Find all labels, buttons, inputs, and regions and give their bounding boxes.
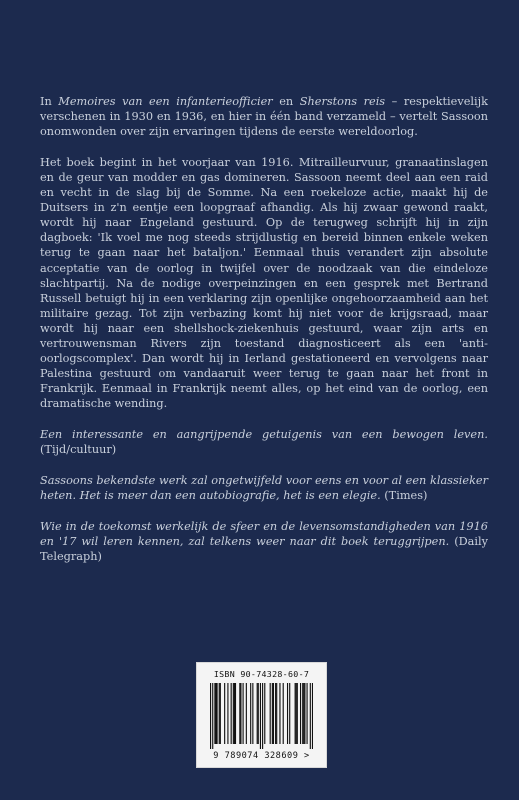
barcode-bar (302, 683, 303, 744)
barcode-digits: 9 789074 328609 > (213, 751, 310, 761)
barcode-bar (210, 683, 211, 749)
barcode-bar (235, 683, 236, 744)
barcode-bar (227, 683, 228, 744)
barcode-bar (306, 683, 307, 744)
quote-source: (Tijd/cultuur) (40, 443, 117, 457)
barcode-bar (231, 683, 232, 744)
barcode-bar (296, 683, 297, 744)
isbn-barcode (196, 662, 327, 768)
barcode-bar (212, 683, 213, 749)
barcode-bar (214, 683, 215, 744)
isbn-label: ISBN 90-74328-60-7 (213, 669, 310, 679)
barcode-bar (234, 683, 235, 744)
barcode-bar (243, 683, 244, 744)
blurb-text (40, 94, 488, 580)
quote-text: Wie in de toekomst werkelijk de sfeer en de levensomstandigheden van 1916 en '17 wil leren kennen, zal telkens weer naar dit boek teruggrijpen. (40, 519, 488, 548)
body-paragraph: Het boek begint in het voorjaar van 1916. Mitrailleurvuur, granaatinslagen en de geur van modder en gas domineren. Sassoon neemt deel aan een raid en vecht in de slag bij de Somme. Na een roekeloze actie, maakt hij de Duitsers in z'n eentje een loopgraaf afhandig. Als hij zwaar gewond raakt, wordt hij naar Engeland gestuurd. Op de terugweg schrijft hij in zijn dagboek: 'Ik voel me nog steeds strijdlustig en bereid binnen enkele weken terug te gaan naar het bataljon.' Eenmaal thuis verandert zijn absolute acceptatie van de oorlog in twijfel over de noodzaak van die eindeloze slachtpartij. Na de nodige overpeinzingen en een gesprek met Bertrand Russell betuigt hij in een verklaring zijn openlijke ongehoorzaamheid aan het militaire gezag. Tot zijn verbazing komt hij niet voor de krijgsraad, maar wordt hij naar een shellshock-ziekenhuis gestuurd, waar zijn arts en vertrouwensman Rivers zijn toestand diagnosticeert als een 'anti-oorlogscomplex'. Dan wordt hij in Ierland gestationeerd en vervolgens naar Palestina gestuurd om vandaaruit weer terug te gaan naar het front in Frankrijk. Eenmaal in Frankrijk neemt alles, op het eind van de oorlog, een dramatische wending. (40, 155, 488, 411)
review-quote-1 (40, 427, 488, 457)
quote-text: Sassoons bekendste werk zal ongetwijfeld voor eens en voor al een klassieker heten. Het is meer dan een autobiografie, het is een elegie. (40, 473, 488, 502)
intro-paragraph (40, 94, 488, 139)
barcode-bars (210, 683, 313, 749)
title-sherstons-reis: Sherstons reis (299, 95, 386, 108)
barcode-bar (215, 683, 216, 744)
barcode-bar (224, 683, 225, 744)
barcode-bar (304, 683, 305, 744)
barcode-bar (264, 683, 265, 744)
barcode-bar (283, 683, 284, 744)
quote-text: Een interessante en aangrijpende getuigenis van een bewogen leven. (40, 428, 488, 442)
barcode-bar (276, 683, 277, 744)
review-quote-2 (40, 473, 488, 503)
barcode-bar (220, 683, 221, 744)
quote-source: (Daily Telegraph) (40, 534, 488, 563)
barcode-bar (275, 683, 276, 744)
barcode-bar (260, 683, 261, 749)
barcode-bar (258, 683, 259, 744)
barcode-bar (239, 683, 240, 744)
barcode-bar (295, 683, 296, 744)
barcode-bar (250, 683, 251, 744)
barcode-bar (270, 683, 271, 744)
barcode-bar (262, 683, 263, 749)
barcode-bar (287, 683, 288, 744)
barcode-bar (297, 683, 298, 744)
barcode-bar (240, 683, 241, 744)
barcode-bar (246, 683, 247, 744)
barcode-bar (279, 683, 280, 744)
quote-source: (Times) (384, 488, 428, 502)
title-memoires: Memoires van een infanterieofficier (58, 95, 273, 108)
barcode-bar (300, 683, 301, 744)
review-quote-3 (40, 519, 488, 564)
barcode-bar (312, 683, 313, 749)
barcode-bar (233, 683, 234, 744)
barcode-bar (289, 683, 290, 744)
intro-text-1: In (40, 95, 59, 108)
barcode-bar (273, 683, 274, 744)
intro-text-3: – respektievelijk verschenen in 1930 en 1936, en hier in één band verzameld – vertelt Sassoon onomwonden over zijn ervaringen tijdens de eerste wereldoorlog. (40, 95, 488, 139)
barcode-bar (217, 683, 218, 744)
barcode-bar (303, 683, 304, 744)
barcode-bar (219, 683, 220, 744)
barcode-bar (257, 683, 258, 744)
intro-text-2: en (272, 95, 300, 108)
barcode-bar (310, 683, 311, 749)
barcode-bar (272, 683, 273, 744)
barcode-bar (252, 683, 253, 744)
